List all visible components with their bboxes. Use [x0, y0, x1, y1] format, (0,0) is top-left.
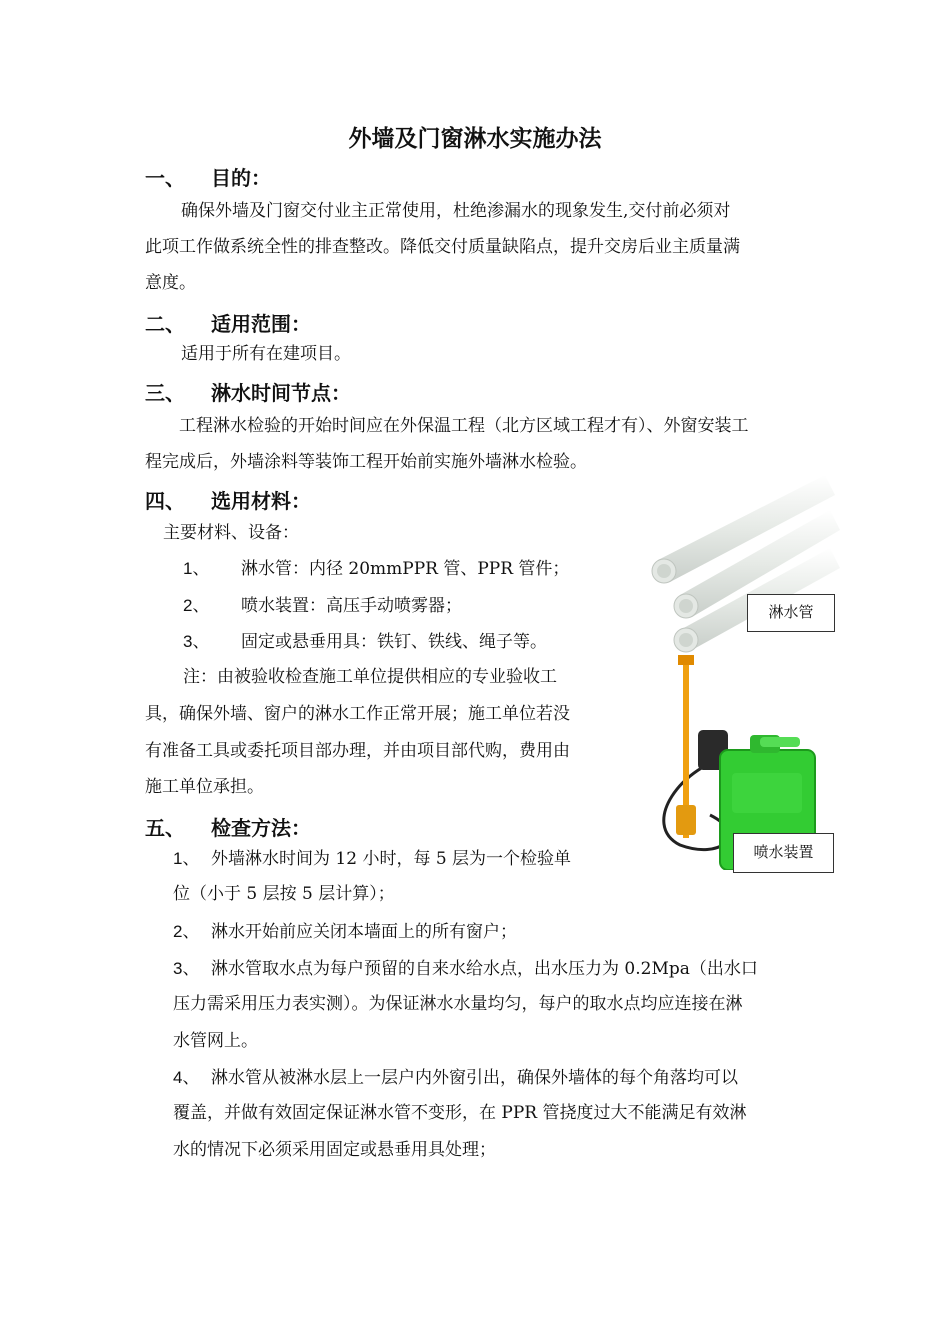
timing-line: 程完成后，外墙涂料等装饰工程开始前实施外墙淋水检验。 [145, 452, 587, 472]
pipe-caption: 淋水管 [747, 594, 835, 632]
section-heading-scope: 二、 适用范围： [145, 312, 311, 336]
scope-text: 适用于所有在建项目。 [181, 344, 351, 364]
note-line: 施工单位承担。 [145, 777, 264, 797]
purpose-line: 确保外墙及门窗交付业主正常使用，杜绝渗漏水的现象发生,交付前必须对 [181, 201, 731, 221]
material-item: 3、 固定或悬垂用具：铁钉、铁线、绳子等。 [183, 632, 547, 652]
method-item: 2、 淋水开始前应关闭本墙面上的所有窗户； [173, 922, 517, 942]
method-item: 4、 淋水管从被淋水层上一层户内外窗引出，确保外墙体的每个角落均可以 [173, 1068, 738, 1088]
section-heading-timing: 三、 淋水时间节点： [145, 381, 351, 405]
sprayer-tank-highlight [732, 773, 802, 813]
note-line: 具，确保外墙、窗户的淋水工作正常开展；施工单位若没 [145, 704, 570, 724]
note-line: 有准备工具或委托项目部办理，并由项目部代购，费用由 [145, 741, 570, 761]
purpose-line: 此项工作做系统全性的排查整改。降低交付质量缺陷点，提升交房后业主质量满 [145, 237, 740, 257]
sprayer-caption: 喷水装置 [733, 833, 834, 873]
sprayer-grip [676, 805, 696, 835]
section-heading-purpose: 一、 目的： [145, 166, 271, 190]
document-title: 外墙及门窗淋水实施办法 [348, 126, 602, 152]
note-line: 注：由被验收检查施工单位提供相应的专业验收工 [183, 667, 557, 687]
material-item: 1、 淋水管：内径 20mmPPR 管、PPR 管件； [183, 559, 570, 579]
method-item: 3、 淋水管取水点为每户预留的自来水给水点，出水压力为 0.2Mpa（出水口 [173, 959, 758, 979]
method-continuation: 压力需采用压力表实测）。为保证淋水水量均匀，每户的取水点均应连接在淋 [173, 994, 743, 1014]
sprayer-nozzle [678, 655, 694, 665]
material-item: 2、 喷水装置：高压手动喷雾器； [183, 596, 462, 616]
sprayer-top-handle [760, 737, 800, 747]
timing-line: 工程淋水检验的开始时间应在外保温工程（北方区域工程才有）、外窗安装工 [179, 416, 749, 436]
method-continuation: 水管网上。 [173, 1031, 258, 1051]
section-heading-methods: 五、 检查方法： [145, 816, 311, 840]
ppr-pipe-image [640, 470, 840, 670]
method-continuation: 覆盖，并做有效固定保证淋水管不变形，在 PPR 管挠度过大不能满足有效淋 [173, 1103, 747, 1123]
method-continuation: 位（小于 5 层按 5 层计算）； [173, 884, 395, 904]
materials-intro: 主要材料、设备： [163, 523, 299, 543]
method-continuation: 水的情况下必须采用固定或悬垂用具处理； [173, 1140, 496, 1160]
section-heading-materials: 四、 选用材料： [145, 489, 311, 513]
method-item: 1、 外墙淋水时间为 12 小时，每 5 层为一个检验单 [173, 849, 572, 869]
purpose-line: 意度。 [145, 273, 196, 293]
